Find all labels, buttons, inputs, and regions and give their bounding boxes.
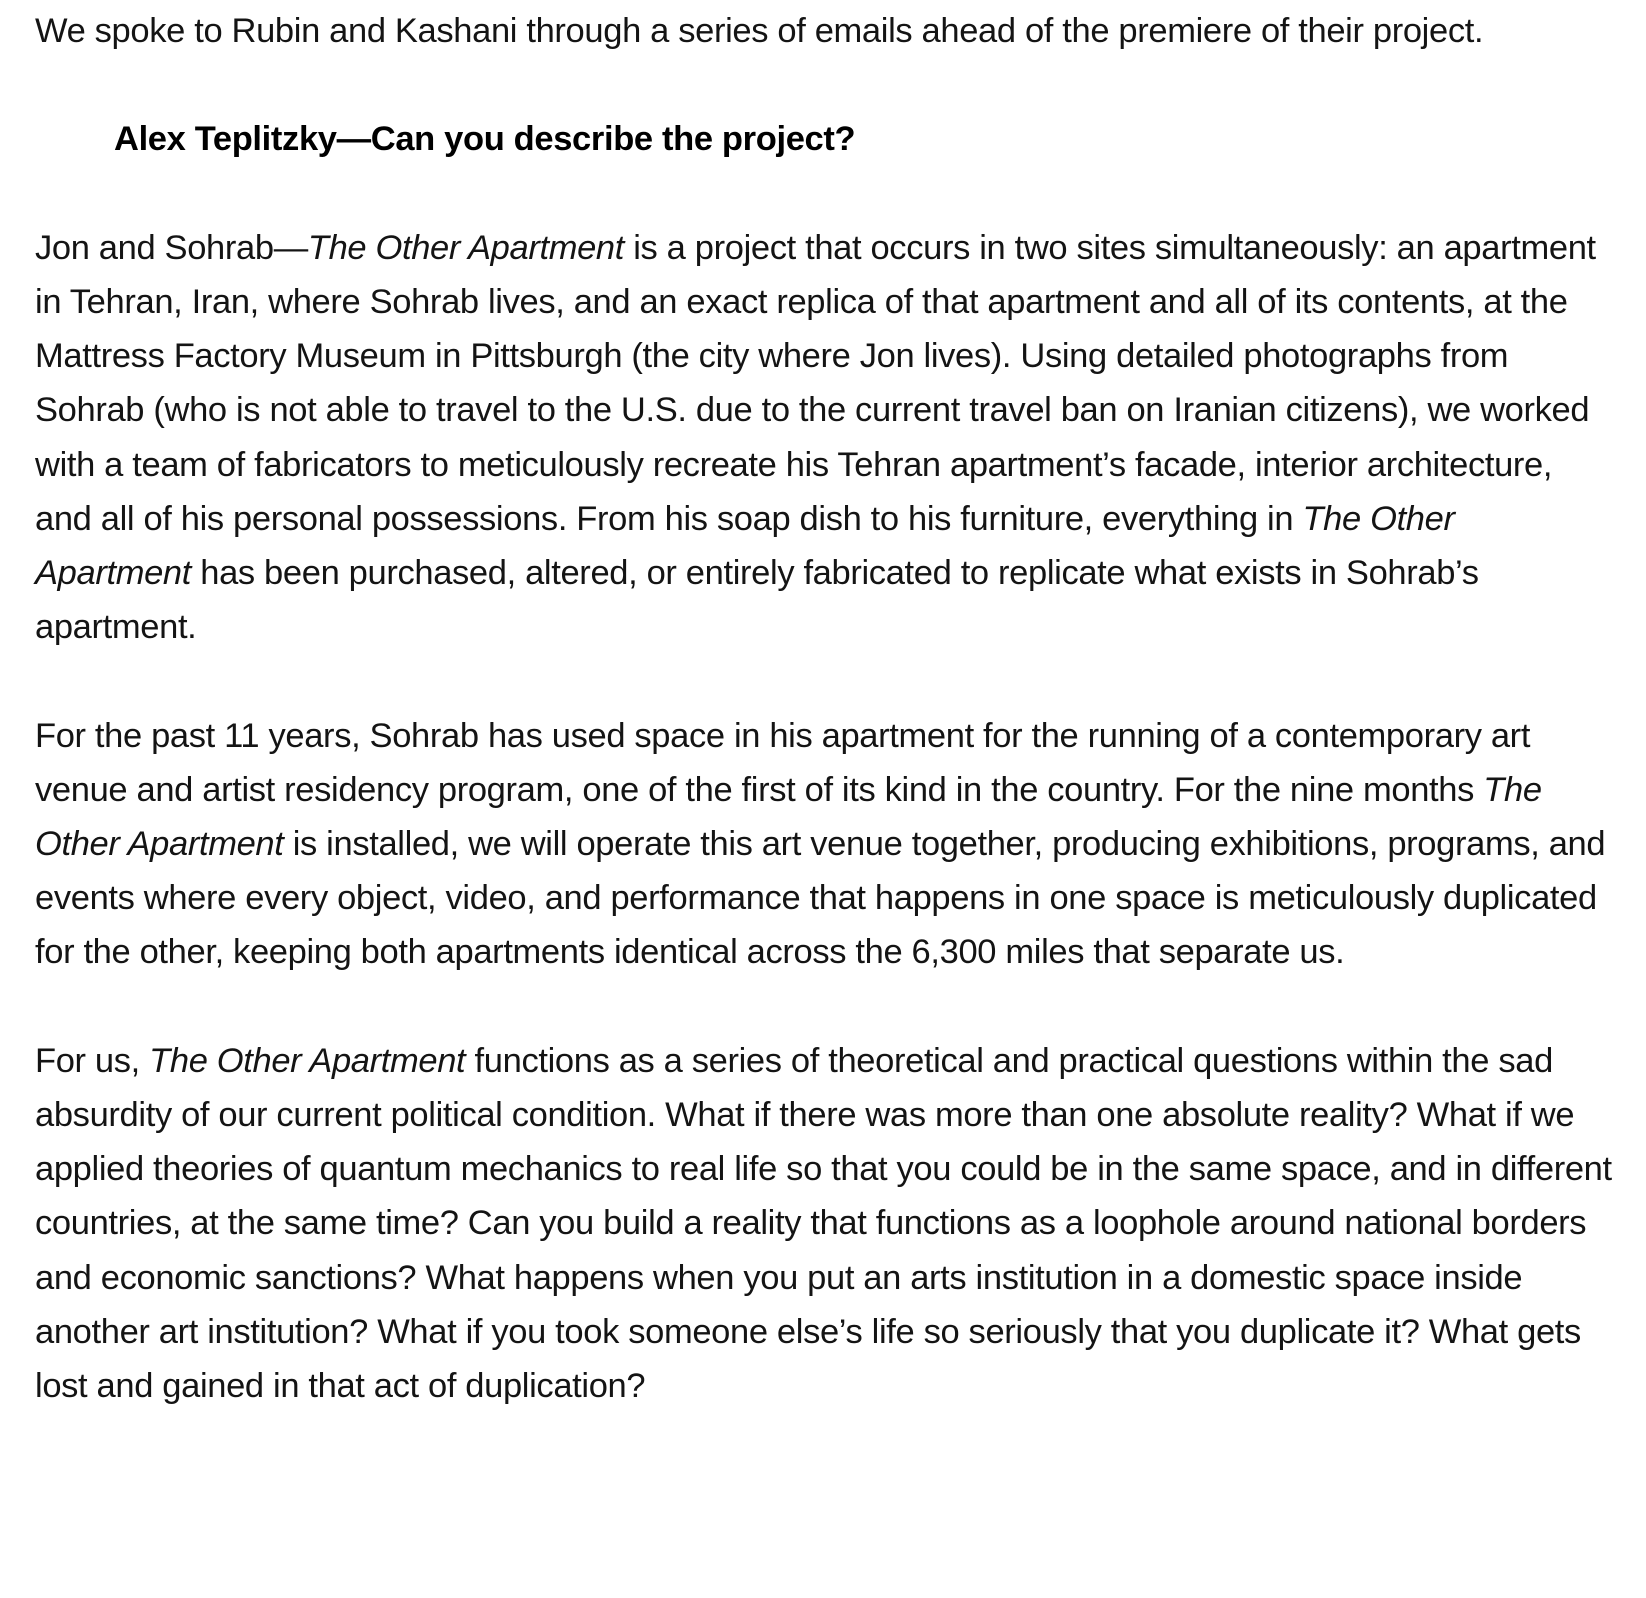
interview-question: Alex Teplitzky—Can you describe the project? (114, 120, 856, 159)
answer-paragraph-2 (35, 709, 1616, 980)
project-title: The Other Apartment (307, 228, 624, 267)
answer-text: For us, (35, 1041, 150, 1080)
intro-paragraph: We spoke to Rubin and Kashani through a series of emails ahead of the premiere of their project. (35, 12, 1484, 50)
answer-text: functions as a series of theoretical and practical questions within the sad absurdity of our current political condition. What if there was more than one absolute reality? What if we applied theories of quantum mechanics to real life so that you could be in the same space, and in different countries, at the same time? Can you build a reality that functions as a loophole around national borders and economic sanctions? What happens when you put an arts institution in a domestic space inside another art institution? What if you took someone else’s life so seriously that you duplicate it? What gets lost and gained in that act of duplication? (35, 1041, 1612, 1406)
answer-text: has been purchased, altered, or entirely fabricated to replicate what exists in Sohrab’s apartment. (35, 554, 1479, 647)
project-title: The Other Apartment (149, 1041, 466, 1080)
answer-text: is installed, we will operate this art venue together, producing exhibitions, programs, and events where every object, video, and performance that happens in one space is meticulously duplicated for the other, keeping both apartments identical across the 6,300 miles that separate us. (35, 825, 1606, 972)
answer-text: For the past 11 years, Sohrab has used space in his apartment for the running of a contemporary art venue and artist residency program, one of the first of its kind in the country. For the nine months (35, 716, 1531, 809)
project-title: The Other Apartment (35, 499, 1455, 592)
answer-paragraph-1 (35, 221, 1616, 655)
answer-paragraph-3 (35, 1034, 1616, 1413)
project-title: The Other Apartment (35, 770, 1542, 863)
answer-text: is a project that occurs in two sites simultaneously: an apartment in Tehran, Iran, where Sohrab lives, and an exact replica of that apartment and all of its contents, at the Mattress Factory Museum in Pittsburgh (the city where Jon lives). Using detailed photographs from Sohrab (who is not able to travel to the U.S. due to the current travel ban on Iranian citizens), we worked with a team of fabricators to meticulously recreate his Tehran apartment’s facade, interior architecture, and all of his personal possessions. From his soap dish to his furniture, everything in (35, 228, 1596, 538)
speaker-label: Jon and Sohrab— (35, 228, 308, 267)
